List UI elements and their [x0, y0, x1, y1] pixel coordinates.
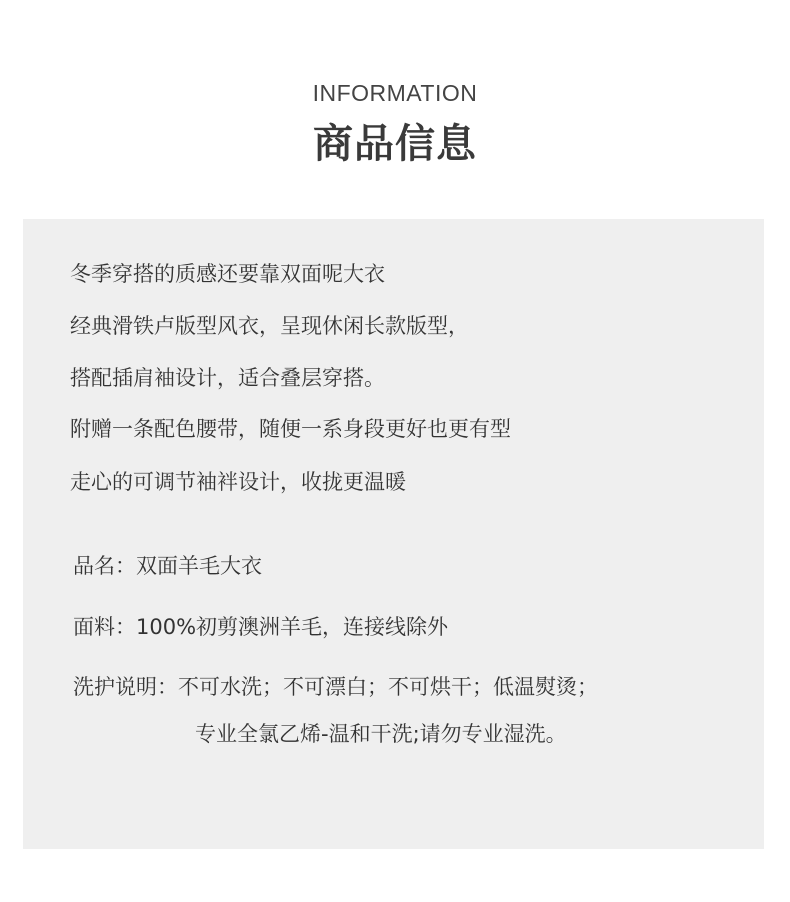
description-line-1: 冬季穿搭的质感还要靠双面呢大衣 — [70, 262, 385, 286]
section-title-chinese: 商品信息 — [313, 121, 477, 167]
description-line-4: 附赠一条配色腰带，随便一系身段更好也更有型 — [70, 417, 511, 441]
spec-name-value: 双面羊毛大衣 — [136, 554, 262, 578]
spec-care-continuation: 专业全氯乙烯-温和干洗;请勿专业湿洗。 — [195, 722, 567, 746]
spec-fabric — [73, 613, 448, 641]
product-info-panel — [23, 219, 764, 849]
spec-fabric-value: 100%初剪澳洲羊毛，连接线除外 — [136, 615, 449, 639]
spec-fabric-label: 面料： — [73, 615, 136, 639]
spec-product-name — [73, 552, 262, 580]
spec-care — [73, 673, 598, 701]
description-line-3: 搭配插肩袖设计，适合叠层穿搭。 — [70, 366, 385, 390]
spec-care-value-line-1: 不可水洗；不可漂白；不可烘干；低温熨烫； — [178, 675, 598, 699]
spec-name-label: 品名： — [73, 554, 136, 578]
description-line-5: 走心的可调节袖袢设计，收拢更温暖 — [70, 470, 406, 494]
description-line-2: 经典滑铁卢版型风衣，呈现休闲长款版型， — [70, 314, 469, 338]
spec-care-label: 洗护说明： — [73, 675, 178, 699]
section-title-english: INFORMATION — [312, 80, 478, 106]
